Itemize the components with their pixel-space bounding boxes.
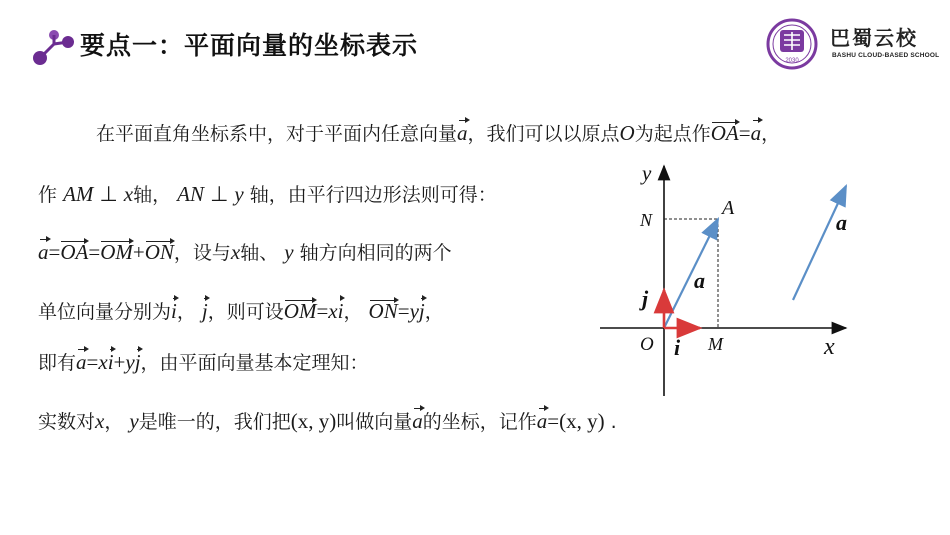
axis-y-label: y [642,161,652,185]
math-eq: = [547,409,560,433]
text-segment: 的坐标，记作 [422,411,537,433]
axis-x-label: x [824,334,835,360]
math-eq: = [738,121,751,145]
vector-i: i [337,299,344,323]
text-segment: ，设与 [173,242,231,264]
slide-header [0,0,950,80]
math-y: y [129,409,139,433]
text-segment: 轴、 [240,242,279,264]
label-vector-a: a [694,268,705,293]
text-segment: ， [761,123,781,145]
vector-OA: OA [710,121,739,145]
math-x: x [95,409,105,433]
text-segment: 叫做向量 [336,411,413,433]
text-segment: ， [176,301,196,323]
vector-OM: OM [100,240,133,264]
school-logo [764,18,940,70]
math-pair: (x, y) [290,409,337,433]
math-eq: = [397,299,410,323]
math-eq: = [316,299,329,323]
text-segment: 轴， [133,184,172,206]
paragraph-line-1 [96,121,780,146]
label-M: M [708,334,723,354]
text-segment: 即有 [38,352,77,374]
paragraph-line-6 [38,409,617,434]
text-segment: 是唯一的，我们把 [138,411,291,433]
paragraph-line-4 [38,299,444,324]
coordinate-figure [598,158,888,400]
text-segment: 作 [38,184,58,206]
logo-text-cn: 巴蜀云校 [830,26,918,50]
seal-year: 2030 [785,58,799,64]
text-segment: ， [104,411,124,433]
label-unit-j: j [642,286,649,311]
vector-j: j [134,350,141,374]
math-x: x [123,182,134,206]
label-A: A [722,197,735,219]
logo-text-en: BASHU CLOUD-BASED SCHOOL [832,52,940,59]
math-perp: ⊥ [210,182,229,206]
math-y: y [234,182,244,206]
paragraph-line-2 [38,182,497,207]
math-coef-x: x [98,350,108,374]
bullet-icon [30,26,78,66]
text-segment: ， [424,301,444,323]
math-coef-y: y [409,299,419,323]
text-segment: 单位向量分别为 [38,301,172,323]
math-eq: = [86,350,99,374]
vector-a: a [750,121,762,145]
vector-a-arrow [664,219,718,328]
text-segment: 轴，由平行四边形法则可得： [249,184,497,206]
vector-a: a [76,350,87,374]
paragraph-line-5 [38,350,369,375]
label-N: N [640,210,653,230]
text-segment: 实数对 [38,411,96,433]
label-free-vector-a: a [836,210,847,235]
label-unit-i: i [674,335,681,360]
vector-a: a [457,121,468,145]
text-segment: 轴方向相同的两个 [299,242,452,264]
math-perp: ⊥ [99,182,118,206]
text-segment: ，则可设 [207,301,284,323]
text-segment: 为起点作 [634,123,711,145]
math-plus: + [113,350,126,374]
math-AM: AM [63,182,94,206]
label-O: O [640,334,654,355]
math-AN: AN [177,182,205,206]
vector-a: a [412,409,423,433]
vector-j: j [418,299,425,323]
vector-i: i [171,299,177,323]
vector-OA: OA [60,240,89,264]
text-segment: ，由平面向量基本定理知： [140,352,369,374]
page-title: 要点一：平面向量的坐标表示 [80,31,419,60]
math-origin: O [619,121,635,145]
vector-j: j [201,299,208,323]
free-vector-a-arrow [793,186,846,300]
vector-a: a [536,409,548,433]
vector-a: a [38,240,49,264]
math-eq: = [48,240,61,264]
math-coef-y: y [125,350,135,374]
math-eq: = [88,240,101,264]
vector-ON: ON [368,299,398,323]
math-x: x [230,240,241,264]
vector-OM: OM [283,299,317,323]
math-pair: (x, y) [559,409,605,433]
text-segment: . [610,411,617,433]
math-coef-x: x [328,299,338,323]
text-segment: ， [343,301,363,323]
math-y: y [284,240,294,264]
text-segment: 在平面直角坐标系中，对于平面内任意向量 [96,123,458,145]
paragraph-line-3 [38,240,452,265]
school-seal-icon [764,18,820,70]
math-plus: + [132,240,145,264]
vector-ON: ON [144,240,174,264]
vector-i: i [107,350,114,374]
text-segment: ，我们可以以原点 [467,123,620,145]
